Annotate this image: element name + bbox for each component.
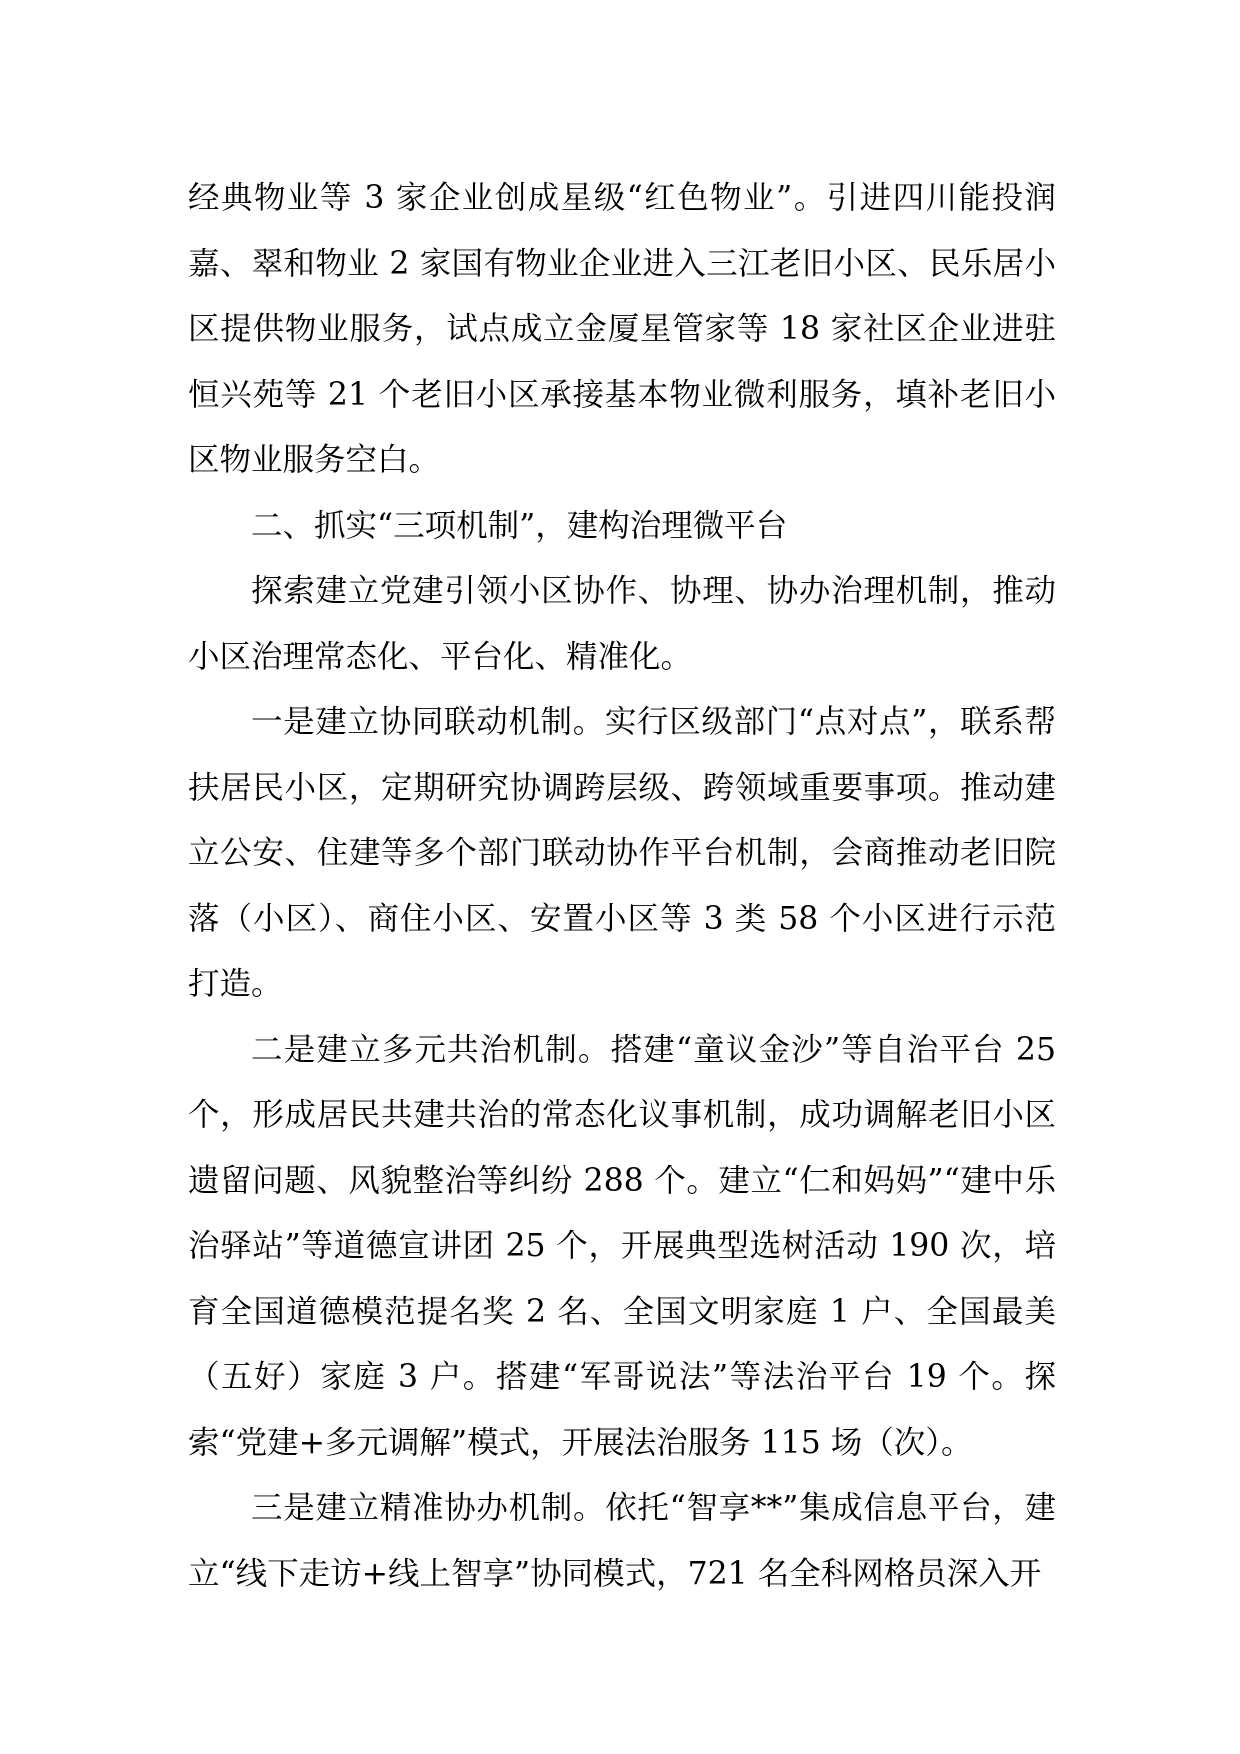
paragraph-precise-assistance-mechanism: 三是建立精准协办机制。依托“智享**”集成信息平台，建立“线下走访+线上智享”协同模式，721 名全科网格员深入开 [188, 1490, 1056, 1592]
paragraph-mechanism-intro: 探索建立党建引领小区协作、协理、协办治理机制，推动小区治理常态化、平台化、精准化。 [188, 573, 1056, 675]
document-body [188, 166, 1056, 1607]
paragraph-coordination-mechanism: 一是建立协同联动机制。实行区级部门“点对点”，联系帮扶居民小区，定期研究协调跨层级、跨领域重要事项。推动建立公安、住建等多个部门联动协作平台机制，会商推动老旧院落（小区）、商住小区、安置小区等 3 类 58 个小区进行示范打造。 [188, 704, 1056, 1002]
section-heading-three-mechanisms: 二、抓实“三项机制”，建构治理微平台 [251, 507, 788, 544]
paragraph-co-governance-mechanism: 二是建立多元共治机制。搭建“童议金沙”等自治平台 25 个，形成居民共建共治的常态化议事机制，成功调解老旧小区遗留问题、风貌整治等纠纷 288 个。建立“仁和妈妈”“建中乐治驿站”等道德宣讲团 25 个，开展典型选树活动 190 次，培育全国道德模范提名奖 2 名、全国文明家庭 1 户、全国最美（五好）家庭 3 户。搭建“军哥说法”等法治平台 19 个。探索“党建+多元调解”模式，开展法治服务 115 场（次）。 [188, 1031, 1056, 1461]
paragraph-property-services-continued: 经典物业等 3 家企业创成星级“红色物业”。引进四川能投润嘉、翠和物业 2 家国有物业企业进入三江老旧小区、民乐居小区提供物业服务，试点成立金厦星管家等 18 家社区企业进驻恒兴苑等 21 个老旧小区承接基本物业微利服务，填补老旧小区物业服务空白。 [188, 180, 1056, 478]
